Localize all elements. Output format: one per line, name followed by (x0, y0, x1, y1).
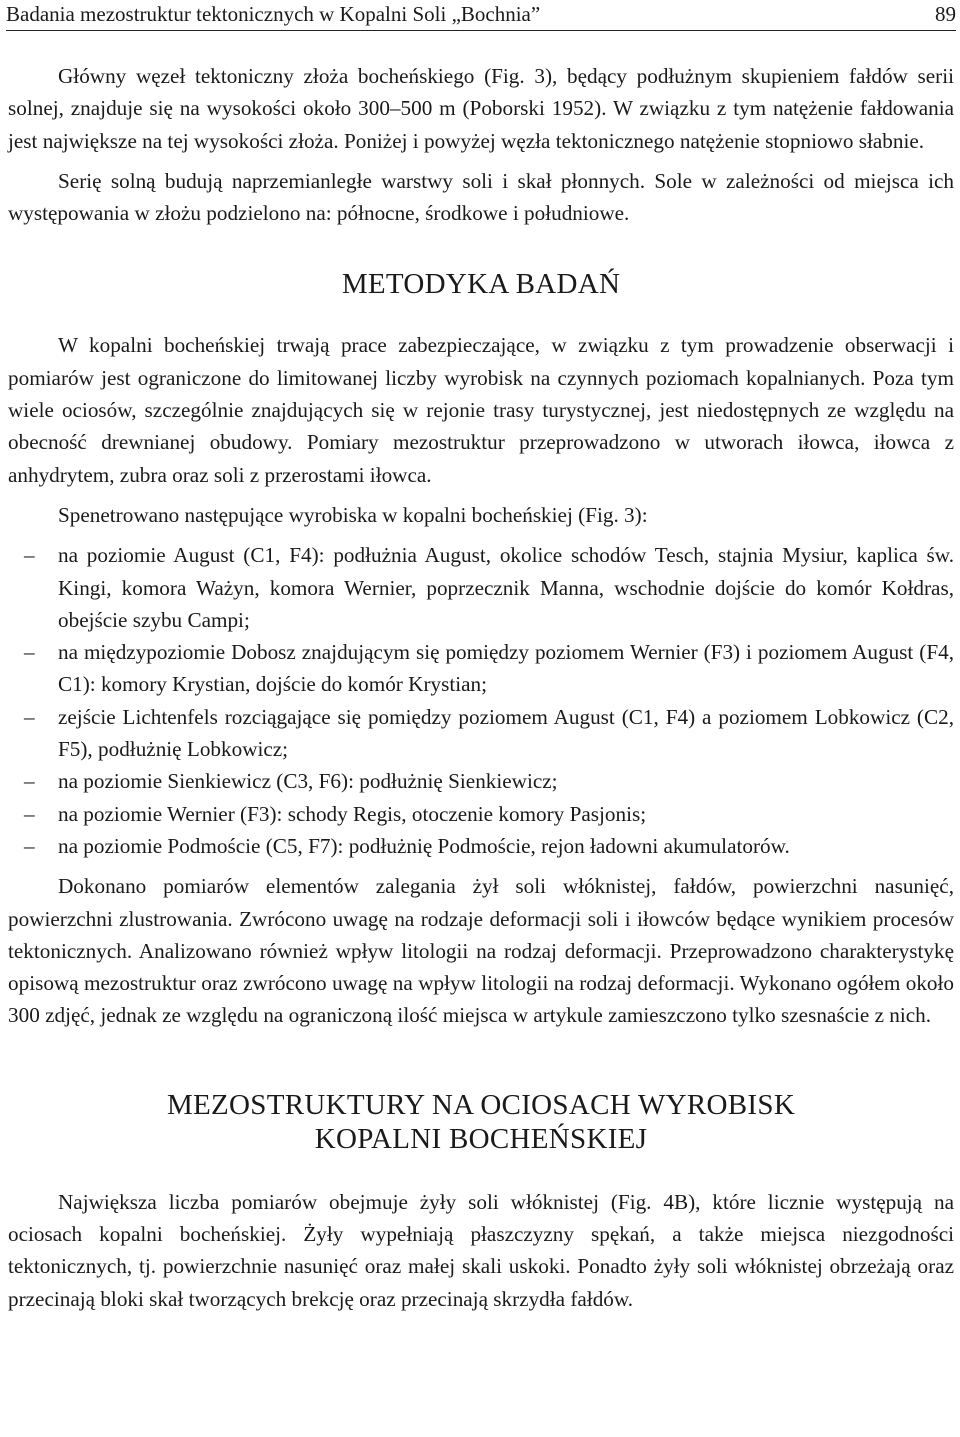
list-dash: – (24, 704, 35, 729)
section-heading-line-1: MEZOSTRUKTURY NA OCIOSACH WYROBISK (166, 1088, 796, 1121)
list-dash: – (24, 640, 35, 665)
methodology-paragraph-2: Spenetrowano następujące wyrobiska w kopalni bocheńskiej (Fig. 3): (58, 502, 648, 527)
section-heading-methodology: METODYKA BADAŃ (341, 268, 621, 301)
methodology-paragraph-3: Dokonano pomiarów elementów zalegania żył soli włóknistej, fałdów, powierzchni nasunięć, powierzchni zlustrowania. Zwrócono uwagę na rodzaje deformacji soli i iłowców będące wynikiem procesów tektonicznych. Analizowano również wpływ litologii na rodzaj deformacji. Przeprowadzono charakterystykę opisową mezostruktur oraz zwrócono uwagę na wpływ litologii na rodzaj deformacji. Wykonano ogółem około 300 zdjęć, jednak ze względu na ograniczoną ilość miejsca w artykule zamieszczono tylko szesnaście z nich. (8, 874, 954, 1028)
list-dash: – (24, 833, 35, 858)
list-item-text: na poziomie Podmoście (C5, F7): podłużnię Podmoście, rejon ładowni akumulatorów. (58, 833, 790, 858)
page-number: 89 (935, 2, 956, 26)
list-item-text: na poziomie Sienkiewicz (C3, F6): podłużnię Sienkiewicz; (58, 769, 558, 794)
excavation-list (8, 539, 954, 862)
list-item-text: na poziomie August (C1, F4): podłużnia August, okolice schodów Tesch, stajnia Mysiur, kaplica św. Kingi, komora Ważyn, komora Wernier, poprzecznik Manna, wschodnie dojście do komór Kołdras, obejście szybu Campi; (58, 543, 954, 632)
page-body (8, 60, 954, 1315)
list-item-text: zejście Lichtenfels rozciągające się pomiędzy poziomem August (C1, F4) a poziomem Lobkowicz (C2, F5), podłużnię Lobkowicz; (58, 704, 954, 762)
list-item (8, 539, 954, 636)
running-header-title: Badania mezostruktur tektonicznych w Kopalni Soli „Bochnia” (6, 2, 541, 26)
methodology-paragraph-1: W kopalni bocheńskiej trwają prace zabezpieczające, w związku z tym prowadzenie obserwacji i pomiarów jest ograniczone do limitowanej liczby wyrobisk na czynnych poziomach kopalnianych. Poza tym wiele ociosów, szczególnie znajdujących się w rejonie trasy turystycznej, jest niedostępnych ze względu na obecność drewnianej obudowy. Pomiary mezostruktur przeprowadzono w utworach iłowca, iłowca z anhydrytem, zubra oraz soli z przerostami iłowca. (8, 333, 954, 487)
list-item (8, 798, 954, 830)
list-dash: – (24, 769, 35, 794)
mesostructures-paragraph-1: Największa liczba pomiarów obejmuje żyły soli włóknistej (Fig. 4B), które licznie występują na ociosach kopalni bocheńskiej. Żyły wypełniają płaszczyzny spękań, a także miejsca niezgodności tektonicznych, tj. powierzchnie nasunięć oraz małej skali uskoki. Ponadto żyły soli włóknistej obrzeżają oraz przecinają bloki skał tworzących brekcję oraz przecinają skrzydła fałdów. (8, 1189, 954, 1311)
list-dash: – (24, 801, 35, 826)
list-item (8, 830, 954, 862)
list-item-text: na międzypoziomie Dobosz znajdującym się pomiędzy poziomem Wernier (F3) i poziomem August (F4, C1): komory Krystian, dojście do komór Krystian; (58, 640, 954, 697)
list-item (8, 765, 954, 797)
section-heading-line-2: KOPALNI BOCHEŃSKIEJ (314, 1122, 648, 1155)
list-item (8, 701, 954, 766)
list-dash: – (24, 543, 35, 568)
list-item (8, 636, 954, 701)
intro-paragraph-1: Główny węzeł tektoniczny złoża bocheńskiego (Fig. 3), będący podłużnym skupieniem fałdów serii solnej, znajduje się na wysokości około 300–500 m (Poborski 1952). W związku z tym natężenie fałdowania jest największe na tej wysokości złoża. Poniżej i powyżej węzła tektonicznego natężenie stopniowo słabnie. (8, 64, 954, 153)
section-heading-mesostructures (8, 1088, 954, 1156)
running-header (6, 0, 956, 31)
list-item-text: na poziomie Wernier (F3): schody Regis, otoczenie komory Pasjonis; (58, 801, 647, 826)
intro-paragraph-2: Serię solną budują naprzemianległe warstwy soli i skał płonnych. Sole w zależności od miejsca ich występowania w złożu podzielono na: północne, środkowe i południowe. (8, 168, 954, 226)
